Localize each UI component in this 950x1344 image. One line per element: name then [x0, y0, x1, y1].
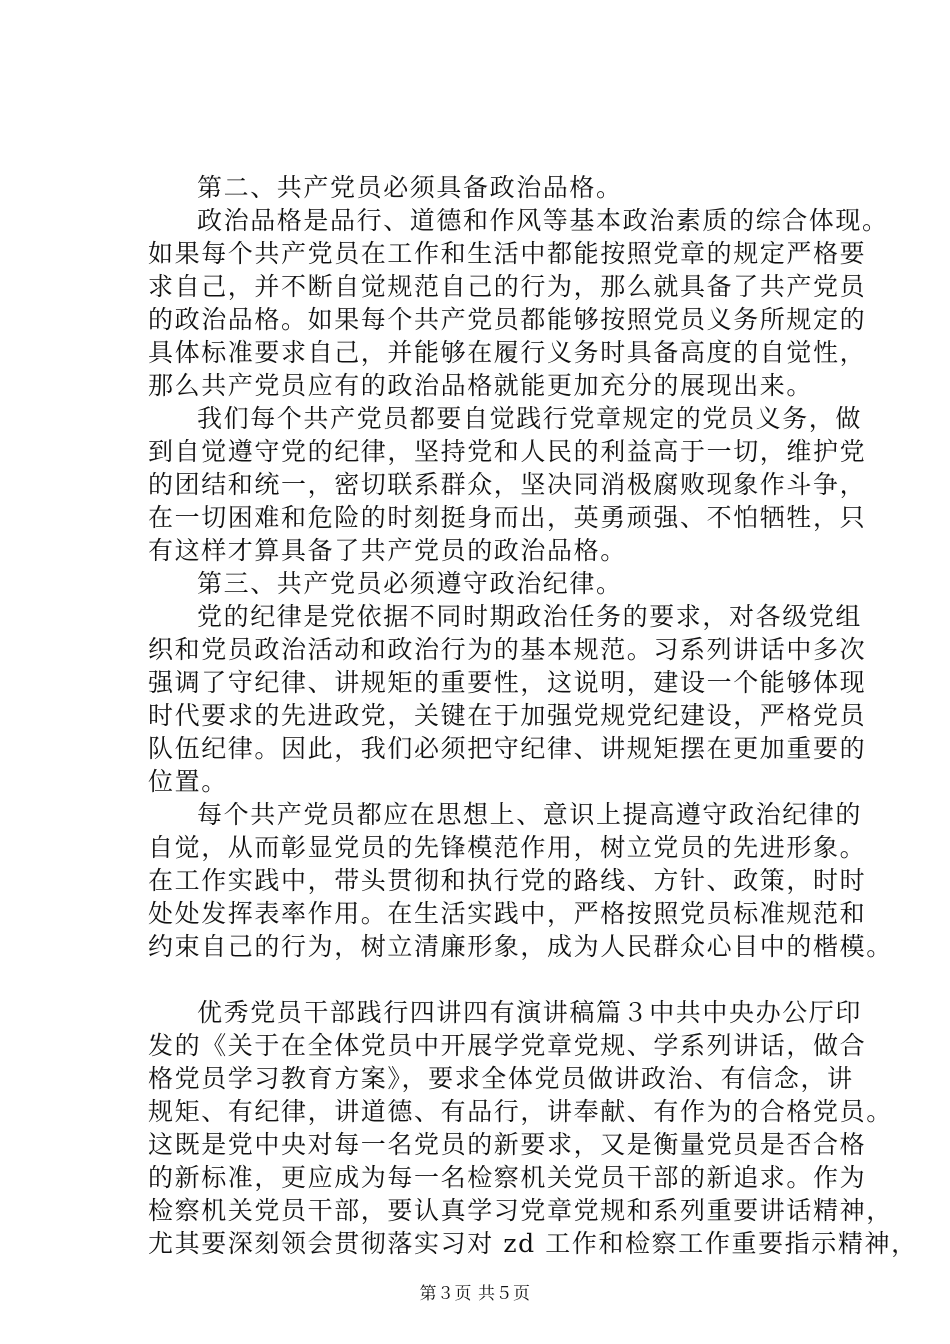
- body-text-line: 求自己，并不断自觉规范自己的行为，那么就具备了共产党员: [148, 272, 867, 301]
- section-heading-2: 第二、共产党员必须具备政治品格。: [197, 173, 623, 202]
- body-text-line: 约束自己的行为，树立清廉形象，成为人民群众心目中的楷模。: [148, 932, 893, 961]
- body-text-line: 织和党员政治活动和政治行为的基本规范。习系列讲话中多次: [148, 635, 867, 664]
- body-text-line: 优秀党员干部践行四讲四有演讲稿篇３中共中央办公厅印: [197, 998, 863, 1027]
- body-text-line: 的新标准，更应成为每一名检察机关党员干部的新追求。作为: [148, 1163, 867, 1192]
- body-text-line: 那么共产党员应有的政治品格就能更加充分的展现出来。: [148, 371, 814, 400]
- body-text-line: 如果每个共产党员在工作和生活中都能按照党章的规定严格要: [148, 239, 867, 268]
- body-text-line: 政治品格是品行、道德和作风等基本政治素质的综合体现。: [197, 206, 889, 235]
- body-text-line: 每个共产党员都应在思想上、意识上提高遵守政治纪律的: [197, 800, 863, 829]
- body-text-line: 的政治品格。如果每个共产党员都能够按照党员义务所规定的: [148, 305, 867, 334]
- page-number-footer: 第３页 共５页: [419, 1284, 531, 1304]
- body-text-line: 检察机关党员干部，要认真学习党章党规和系列重要讲话精神，: [148, 1196, 893, 1225]
- body-text-line: 格党员学习教育方案》，要求全体党员做讲政治、有信念，讲: [148, 1064, 854, 1093]
- body-text-line: 队伍纪律。因此，我们必须把守纪律、讲规矩摆在更加重要的: [148, 734, 867, 763]
- body-text-line: 我们每个共产党员都要自觉践行党章规定的党员义务，做: [197, 404, 863, 433]
- body-text-line: 在工作实践中，带头贯彻和执行党的路线、方针、政策，时时: [148, 866, 867, 895]
- body-text-line: 有这样才算具备了共产党员的政治品格。: [148, 536, 627, 565]
- body-text-line: 党的纪律是党依据不同时期政治任务的要求，对各级党组: [197, 602, 863, 631]
- body-text-line: 自觉，从而彰显党员的先锋模范作用，树立党员的先进形象。: [148, 833, 867, 862]
- body-text-line: 位置。: [148, 767, 228, 796]
- body-text-line: 到自觉遵守党的纪律，坚持党和人民的利益高于一切，维护党: [148, 437, 867, 466]
- section-heading-3: 第三、共产党员必须遵守政治纪律。: [197, 569, 623, 598]
- body-text-line: 尤其要深刻领会贯彻落实习对 zd 工作和检察工作重要指示精神，: [148, 1229, 918, 1258]
- body-text-line: 时代要求的先进政党，关键在于加强党规党纪建设，严格党员: [148, 701, 867, 730]
- body-text-line: 处处发挥表率作用。在生活实践中，严格按照党员标准规范和: [148, 899, 867, 928]
- body-text-line: 具体标准要求自己，并能够在履行义务时具备高度的自觉性，: [148, 338, 867, 367]
- body-text-line: 规矩、有纪律，讲道德、有品行，讲奉献、有作为的合格党员。: [148, 1097, 893, 1126]
- body-text-line: 这既是党中央对每一名党员的新要求，又是衡量党员是否合格: [148, 1130, 867, 1159]
- body-text-line: 的团结和统一，密切联系群众，坚决同消极腐败现象作斗争，: [148, 470, 867, 499]
- body-text-line: 在一切困难和危险的时刻挺身而出，英勇顽强、不怕牺牲，只: [148, 503, 867, 532]
- body-text-line: 发的《关于在全体党员中开展学党章党规、学系列讲话，做合: [148, 1031, 867, 1060]
- body-text-line: 强调了守纪律、讲规矩的重要性，这说明，建设一个能够体现: [148, 668, 867, 697]
